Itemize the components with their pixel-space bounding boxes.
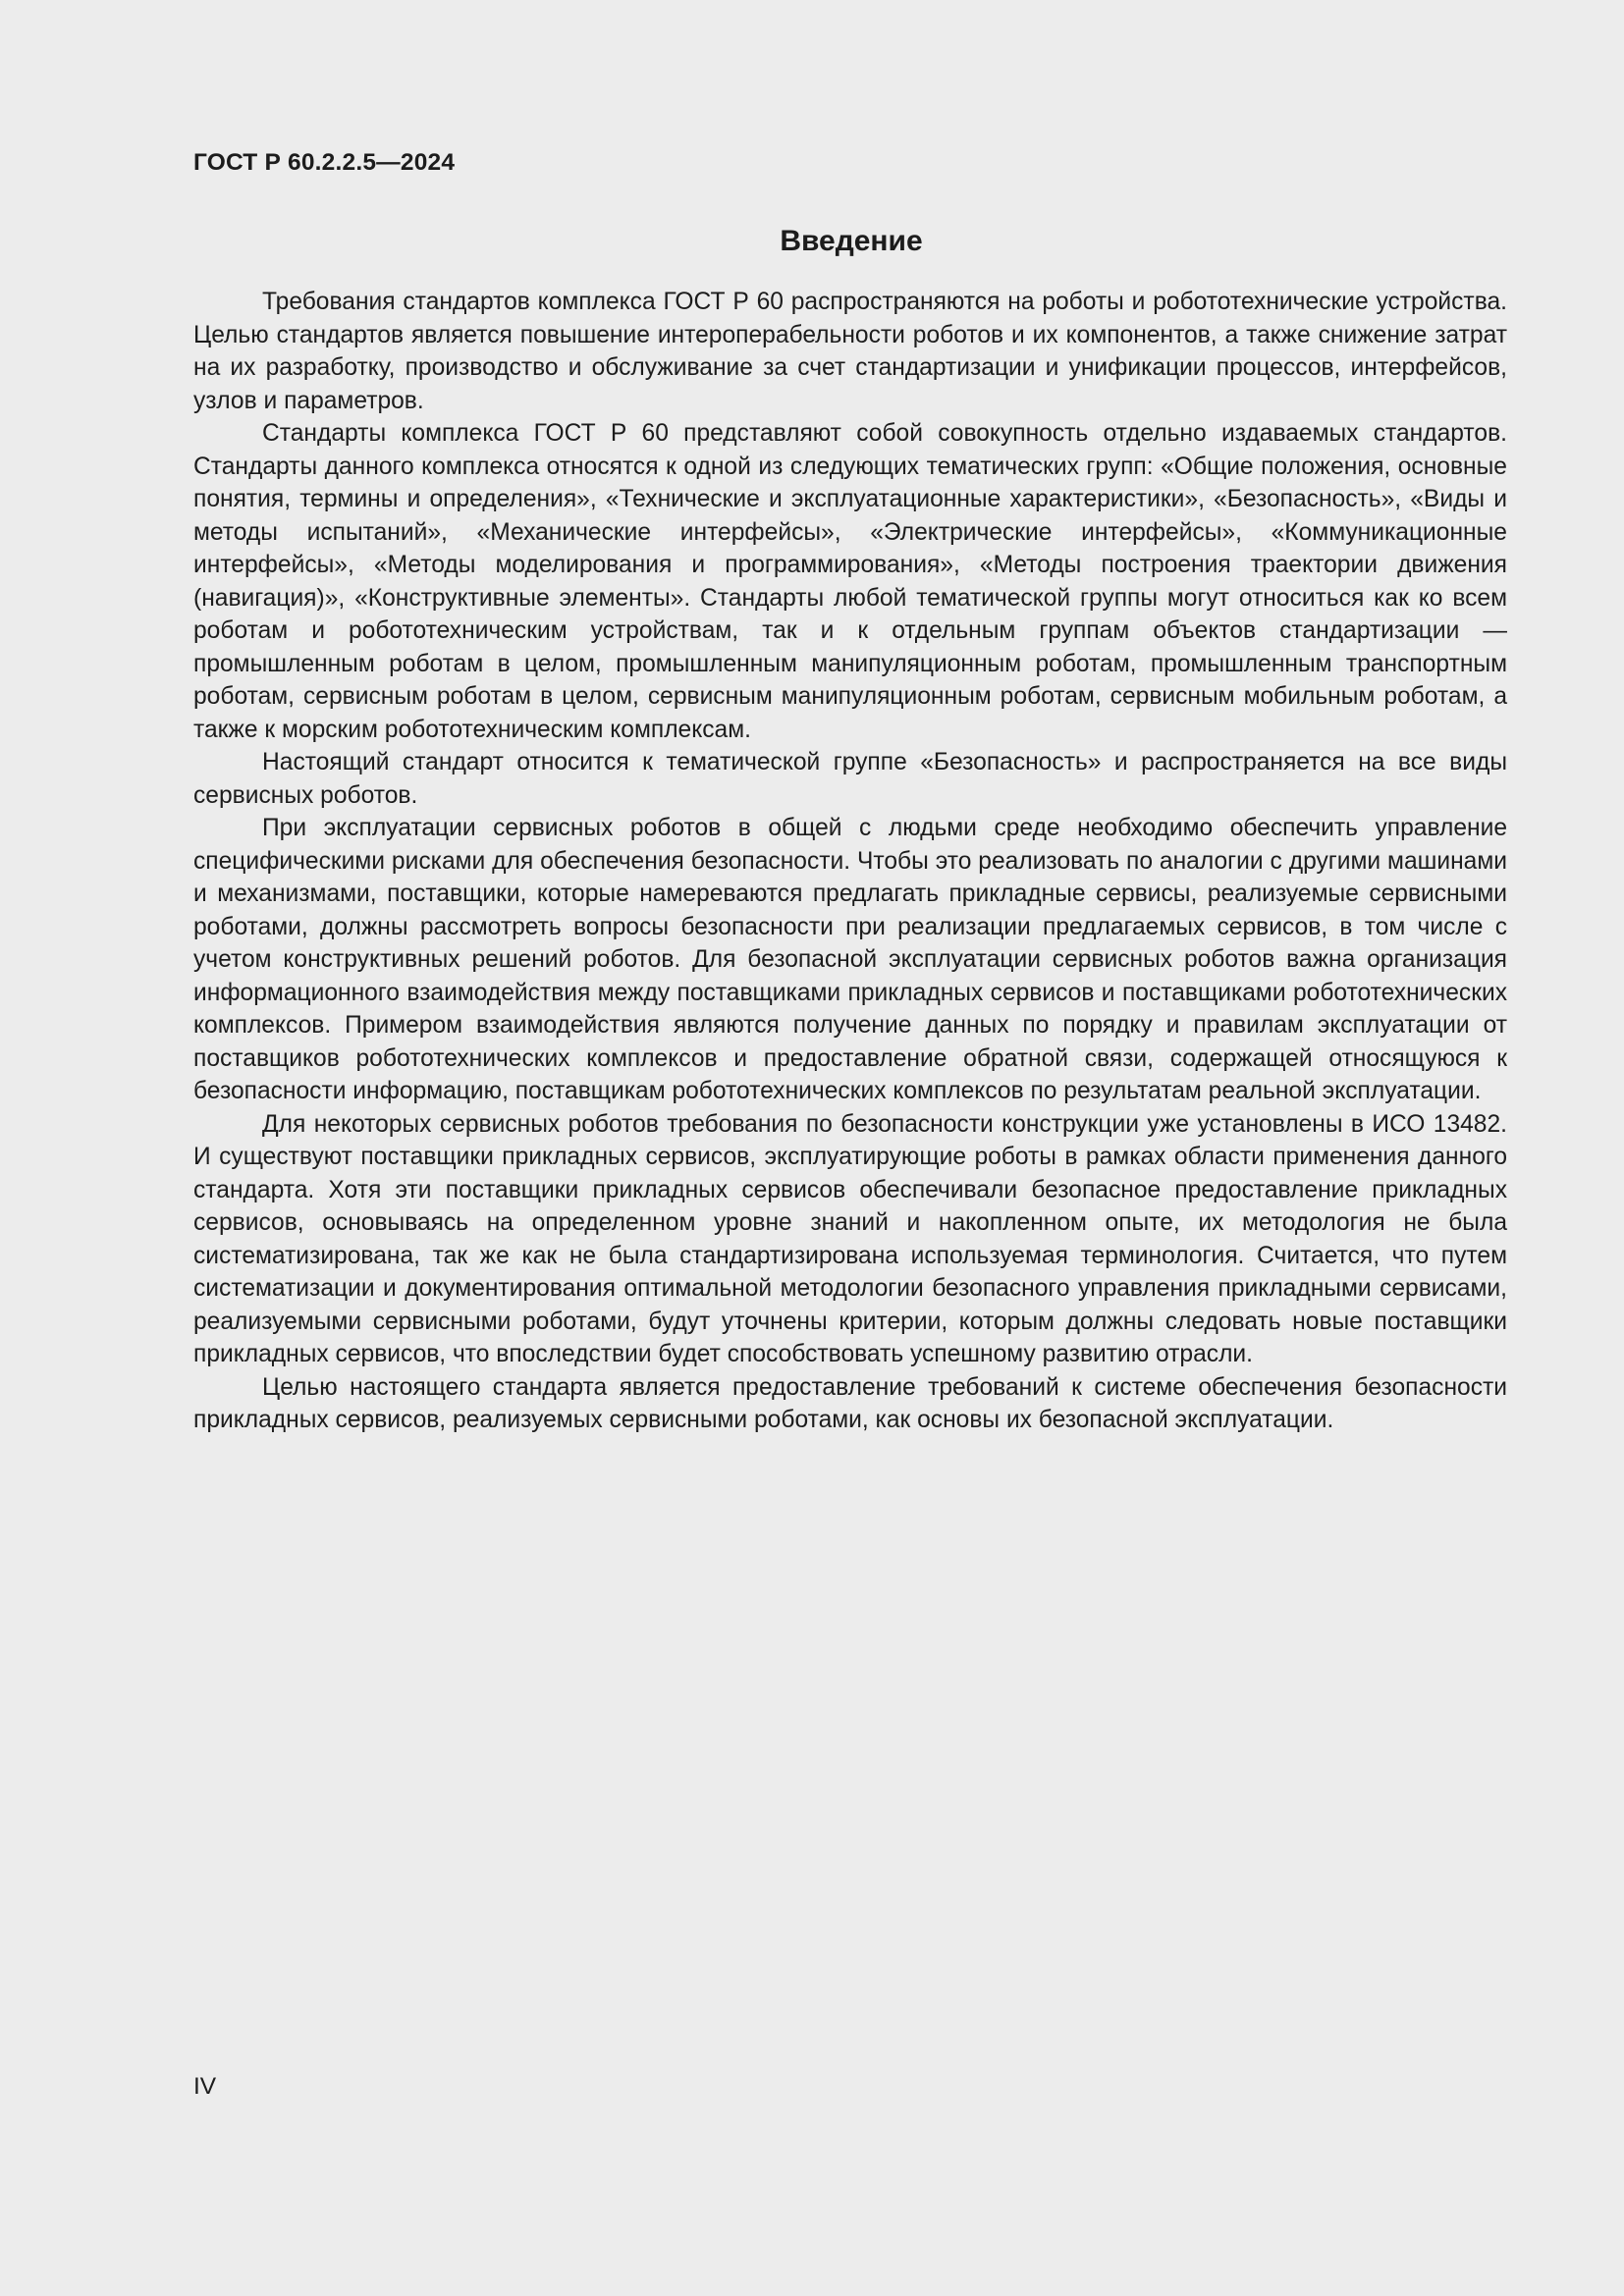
paragraph: Настоящий стандарт относится к тематической группе «Безопасность» и распространяется на все виды сервисных роботов. [193,749,1507,809]
paragraph: Стандарты комплекса ГОСТ Р 60 представляют собой совокупность отдельно издаваемых стандартов. Стандарты данного комплекса относятся к одной из следующих тематических групп: «Общие положения, основные понятия, термины и определения», «Технические и эксплуатационные характеристики», «Безопасность», «Виды и методы испытаний», «Механические интерфейсы», «Электрические интерфейсы», «Коммуникационные интерфейсы», «Методы моделирования и программирования», «Методы построения траектории движения (навигация)», «Конструктивные элементы». Стандарты любой тематической группы могут относиться как ко всем роботам и робототехническим устройствам, так и к отдельным группам объектов стандартизации — промышленным роботам в целом, промышленным манипуляционным роботам, промышленным транспортным роботам, сервисным роботам в целом, сервисным манипуляционным роботам, сервисным мобильным роботам, а также к морским робототехническим комплексам. [193,420,1507,743]
section-title: Введение [780,225,923,257]
paragraph: Целью настоящего стандарта является предоставление требований к системе обеспечения безопасности прикладных сервисов, реализуемых сервисными роботами, как основы их безопасной эксплуатации. [193,1373,1507,1433]
paragraph: Для некоторых сервисных роботов требования по безопасности конструкции уже установлены в ИСО 13482. И существуют поставщики прикладных сервисов, эксплуатирующие роботы в рамках области применения данного стандарта. Хотя эти поставщики прикладных сервисов обеспечивали безопасное предоставление прикладных сервисов, основываясь на определенном уровне знаний и накопленном опыте, их методология не была систематизирована, так же как не была стандартизирована используемая терминология. Считается, что путем систематизации и документирования оптимальной методологии безопасного управления прикладными сервисами, реализуемыми сервисными роботами, будут уточнены критерии, которым должны следовать новые поставщики прикладных сервисов, что впоследствии будет способствовать успешному развитию отрасли. [193,1110,1507,1367]
introduction-body [193,286,1507,1437]
page-number: IV [193,2073,217,2100]
paragraph: При эксплуатации сервисных роботов в общей с людьми среде необходимо обеспечить управление специфическими рисками для обеспечения безопасности. Чтобы это реализовать по аналогии с другими машинами и механизмами, поставщики, которые намереваются предлагать прикладные сервисы, реализуемые сервисными роботами, должны рассмотреть вопросы безопасности при реализации предлагаемых сервисов, в том числе с учетом конструктивных решений роботов. Для безопасной эксплуатации сервисных роботов важна организация информационного взаимодействия между поставщиками прикладных сервисов и поставщиками робототехнических комплексов. Примером взаимодействия являются получение данных по порядку и правилам эксплуатации от поставщиков робототехнических комплексов и предоставление обратной связи, содержащей относящуюся к безопасности информацию, поставщикам робототехнических комплексов по результатам реальной эксплуатации. [193,815,1507,1104]
standard-code-header: ГОСТ Р 60.2.2.5—2024 [193,149,456,176]
paragraph: Требования стандартов комплекса ГОСТ Р 60 распространяются на роботы и робототехнические устройства. Целью стандартов является повышение интероперабельности роботов и их компонентов, а также снижение затрат на их разработку, производство и обслуживание за счет стандартизации и унификации процессов, интерфейсов, узлов и параметров. [193,289,1507,414]
